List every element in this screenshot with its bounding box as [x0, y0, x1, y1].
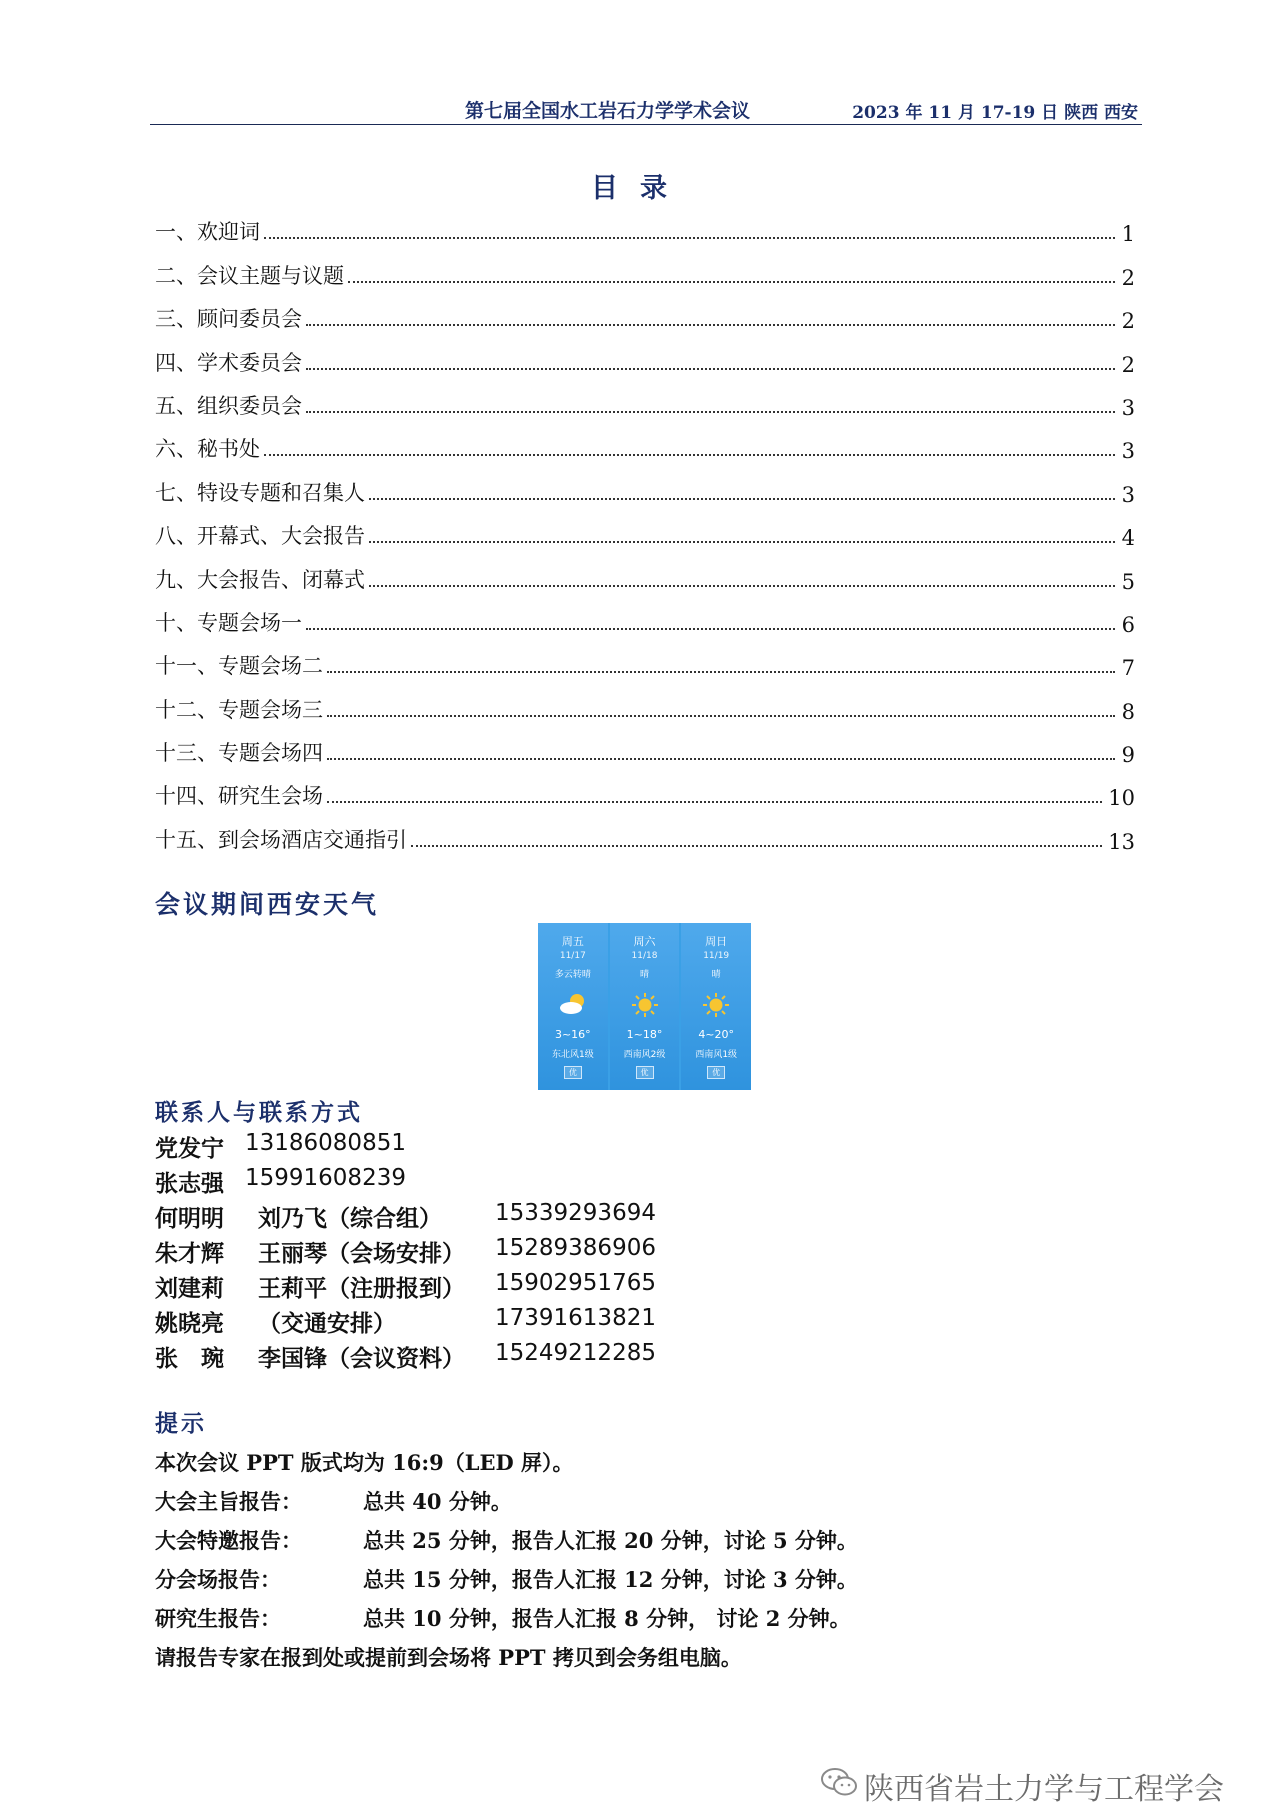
source-watermark [820, 1764, 1224, 1808]
weather-condition: 晴 [640, 970, 650, 980]
weather-wind: 西南风1级 [695, 1050, 738, 1060]
weather-temp: 1~18° [626, 1028, 663, 1041]
dot-leader [369, 585, 1115, 587]
weather-day-card [538, 923, 608, 1090]
tip-value: 总共 25 分钟，报告人汇报 20 分钟，讨论 5 分钟。 [363, 1528, 858, 1553]
toc-item[interactable] [155, 680, 1135, 723]
dot-leader [327, 801, 1102, 803]
toc-item-label: 一、欢迎词 [155, 220, 260, 245]
contact-name: 张 琬 [155, 1345, 224, 1372]
contact-phone: 17391613821 [495, 1305, 656, 1331]
toc-item-label: 十一、专题会场二 [155, 654, 323, 679]
toc-item-page: 3 [1121, 439, 1135, 464]
contact-role: 刘乃飞（综合组） [258, 1205, 442, 1232]
toc-item-page: 2 [1121, 309, 1135, 334]
weather-widget [538, 923, 751, 1090]
contacts-heading: 联系人与联系方式 [155, 1100, 363, 1126]
toc-item[interactable] [155, 507, 1135, 550]
toc-item-page: 3 [1121, 482, 1135, 507]
page-header [150, 96, 1142, 125]
date-location: 2023 年 11 月 17-19 日 陕西 西安 [852, 103, 1138, 123]
weather-heading: 会议期间西安天气 [155, 890, 380, 919]
contact-phone: 15339293694 [495, 1200, 656, 1226]
air-quality-badge: 优 [707, 1066, 725, 1079]
toc-item-page: 7 [1121, 656, 1135, 681]
toc-item-page: 10 [1108, 786, 1135, 811]
ppt-format-note: 本次会议 PPT 版式均为 16:9（LED 屏）。 [155, 1450, 574, 1475]
toc-item-page: 2 [1121, 265, 1135, 290]
dot-leader [327, 715, 1115, 717]
toc-item-label: 十四、研究生会场 [155, 784, 323, 809]
toc-item-page: 13 [1108, 829, 1135, 854]
contact-phone: 15249212285 [495, 1340, 656, 1366]
toc-item[interactable] [155, 246, 1135, 289]
air-quality-badge: 优 [636, 1066, 654, 1079]
tip-key: 分会场报告： [155, 1567, 281, 1592]
contact-phone: 15289386906 [495, 1235, 656, 1261]
toc-item-label: 四、学术委员会 [155, 350, 302, 375]
wechat-icon [820, 1766, 858, 1806]
weather-condition: 多云转晴 [554, 970, 591, 980]
toc-item[interactable] [155, 767, 1135, 810]
dot-leader [264, 237, 1115, 239]
toc-item[interactable] [155, 333, 1135, 376]
dot-leader [369, 498, 1115, 500]
contact-name: 何明明 [155, 1205, 224, 1232]
weather-wind: 东北风1级 [551, 1050, 594, 1060]
toc-item-page: 4 [1121, 526, 1135, 551]
contact-name: 张志强 [155, 1170, 224, 1197]
contact-role: 王丽琴（会场安排） [258, 1240, 465, 1267]
contact-role: （交通安排） [258, 1310, 396, 1337]
weather-temp: 3~16° [554, 1028, 591, 1041]
toc-item-label: 七、特设专题和召集人 [155, 480, 365, 505]
tip-key: 大会主旨报告： [155, 1489, 302, 1514]
weather-weekday: 周日 [705, 935, 728, 948]
sun-icon [681, 992, 751, 1018]
toc-item-label: 十、专题会场一 [155, 610, 302, 635]
toc-item-label: 六、秘书处 [155, 437, 260, 462]
contact-name: 党发宁 [155, 1135, 224, 1162]
toc-item-label: 十五、到会场酒店交通指引 [155, 827, 407, 852]
weather-temp: 4~20° [698, 1028, 735, 1041]
weather-weekday: 周六 [633, 935, 656, 948]
tip-value: 总共 15 分钟，报告人汇报 12 分钟，讨论 3 分钟。 [363, 1567, 858, 1592]
table-of-contents [155, 203, 1135, 854]
contact-name: 姚晓亮 [155, 1310, 224, 1337]
toc-item-page: 1 [1121, 222, 1135, 247]
toc-item[interactable] [155, 463, 1135, 506]
weather-weekday: 周五 [561, 935, 584, 948]
tips-heading: 提示 [155, 1411, 207, 1437]
contact-name: 朱才辉 [155, 1240, 224, 1267]
toc-item-label: 五、组织委员会 [155, 393, 302, 418]
dot-leader [348, 281, 1115, 283]
tip-key: 大会特邀报告： [155, 1528, 302, 1553]
dot-leader [411, 845, 1102, 847]
weather-day-card [681, 923, 751, 1090]
dot-leader [369, 541, 1115, 543]
dot-leader [306, 368, 1115, 370]
weather-date: 11/17 [559, 951, 586, 961]
toc-item-page: 5 [1121, 569, 1135, 594]
tip-key: 研究生报告： [155, 1606, 281, 1631]
dot-leader [306, 324, 1115, 326]
toc-item[interactable] [155, 594, 1135, 637]
partly-cloudy-icon [538, 992, 608, 1018]
tip-value: 总共 10 分钟，报告人汇报 8 分钟， 讨论 2 分钟。 [363, 1606, 851, 1631]
contact-role: 王莉平（注册报到） [258, 1275, 465, 1302]
toc-item[interactable] [155, 550, 1135, 593]
toc-item-label: 三、顾问委员会 [155, 307, 302, 332]
tip-value: 总共 40 分钟。 [363, 1489, 512, 1514]
toc-item-page: 9 [1121, 743, 1135, 768]
contact-phone: 13186080851 [245, 1130, 406, 1156]
weather-day-card [610, 923, 680, 1090]
toc-item-page: 3 [1121, 395, 1135, 420]
weather-condition: 晴 [711, 970, 721, 980]
toc-item-page: 8 [1121, 699, 1135, 724]
ppt-copy-note: 请报告专家在报到处或提前到会场将 PPT 拷贝到会务组电脑。 [155, 1645, 742, 1670]
sun-icon [610, 992, 680, 1018]
conference-title: 第七届全国水工岩石力学学术会议 [465, 100, 751, 122]
dot-leader [306, 411, 1115, 413]
contact-name: 刘建莉 [155, 1275, 224, 1302]
toc-item[interactable] [155, 420, 1135, 463]
source-name: 陕西省岩土力学与工程学会 [864, 1772, 1224, 1807]
dot-leader [327, 758, 1115, 760]
toc-item[interactable] [155, 377, 1135, 420]
contact-phone: 15991608239 [245, 1165, 406, 1191]
toc-item-label: 九、大会报告、闭幕式 [155, 567, 365, 592]
toc-item-label: 十二、专题会场三 [155, 697, 323, 722]
toc-item[interactable] [155, 203, 1135, 246]
weather-date: 11/18 [631, 951, 658, 961]
toc-item-page: 6 [1121, 612, 1135, 637]
toc-item[interactable] [155, 290, 1135, 333]
weather-date: 11/19 [703, 951, 730, 961]
contact-role: 李国锋（会议资料） [258, 1345, 465, 1372]
air-quality-badge: 优 [564, 1066, 582, 1079]
toc-item-label: 二、会议主题与议题 [155, 263, 344, 288]
dot-leader [306, 628, 1115, 630]
toc-item-page: 2 [1121, 352, 1135, 377]
toc-item[interactable] [155, 810, 1135, 853]
contact-phone: 15902951765 [495, 1270, 656, 1296]
dot-leader [327, 671, 1115, 673]
toc-item[interactable] [155, 724, 1135, 767]
weather-wind: 西南风2级 [623, 1050, 666, 1060]
toc-title: 目录 [591, 173, 689, 204]
toc-item-label: 十三、专题会场四 [155, 741, 323, 766]
dot-leader [264, 454, 1115, 456]
toc-item-label: 八、开幕式、大会报告 [155, 524, 365, 549]
toc-item[interactable] [155, 637, 1135, 680]
